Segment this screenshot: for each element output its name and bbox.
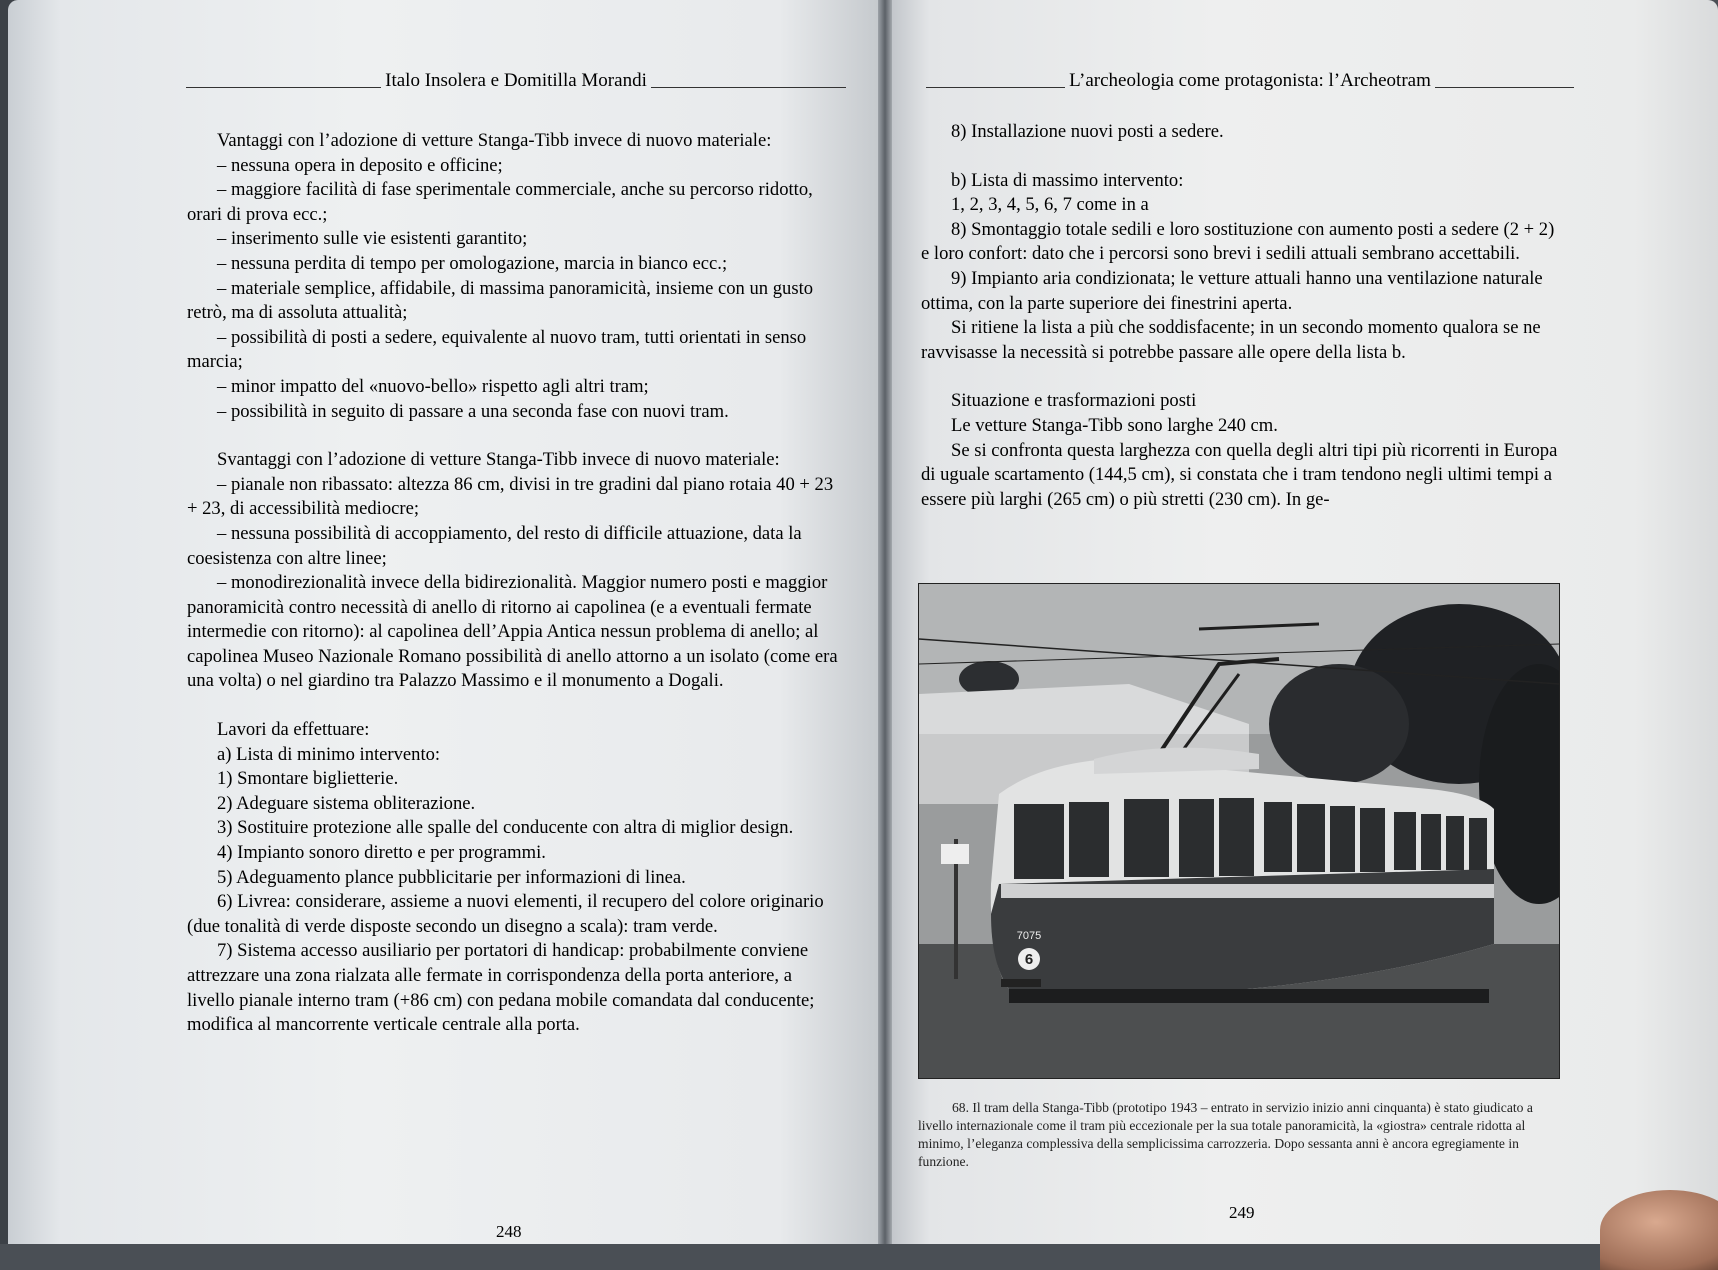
body-paragraph: 9) Impianto aria condizionata; le vetture attuali hanno una ventilazione naturale ottima, con la parte superiore dei finestrini aperta.	[921, 267, 1543, 314]
running-head-rule	[186, 87, 381, 88]
tram-photo-illustration	[919, 584, 1559, 1078]
paragraph-spacer	[187, 424, 841, 448]
running-head-rule	[926, 87, 1065, 88]
reader-thumb	[1600, 1190, 1718, 1270]
left-page-number: 248	[496, 1222, 522, 1241]
body-paragraph: Se si confronta questa larghezza con quella degli altri tipi più ricorrenti in Europa di uguale scartamento (144,5 cm), si constata che i tram tendono negli ultimi tempi a essere più larghi (265 cm) o più stretti (230 cm). In ge-	[921, 439, 1558, 510]
paragraph-spacer	[921, 365, 1565, 389]
body-paragraph: – possibilità in seguito di passare a una seconda fase con nuovi tram.	[217, 400, 729, 422]
body-paragraph: – possibilità di posti a sedere, equivalente al nuovo tram, tutti orientati in senso marcia;	[187, 326, 807, 373]
body-paragraph: Situazione e trasformazioni posti	[951, 390, 1197, 412]
body-paragraph: – maggiore facilità di fase sperimentale commerciale, anche su percorso ridotto, orari di prova ecc.;	[187, 179, 813, 225]
body-paragraph: – nessuna perdita di tempo per omologazione, marcia in bianco ecc.;	[217, 252, 728, 274]
body-paragraph: – nessuna opera in deposito e officine;	[217, 154, 503, 176]
right-page-number: 249	[1229, 1203, 1255, 1222]
body-paragraph: 7) Sistema accesso ausiliario per portatori di handicap: probabilmente conviene attrezzare una zona rialzata alle fermate in corrispondenza della porta anteriore, a livello pianale interno tram (+86 cm) con pedana mobile comandata dal conducente; modifica al mancorrente verticale centrale alla porta.	[187, 940, 815, 1036]
body-paragraph: – nessuna possibilità di accoppiamento, del resto di difficile attuazione, data la coesistenza con altre linee;	[187, 522, 802, 569]
right-running-head-text: L’archeologia come protagonista: l’Archeotram	[1069, 70, 1431, 91]
book-gutter	[878, 0, 892, 1244]
right-running-head	[926, 60, 1574, 92]
paragraph-spacer	[187, 694, 841, 718]
running-head-rule	[1435, 87, 1574, 88]
tram-photograph	[918, 583, 1560, 1079]
body-paragraph: 5) Adeguamento plance pubblicitarie per informazioni di linea.	[217, 866, 686, 888]
body-paragraph: 6) Livrea: considerare, assieme a nuovi elementi, il recupero del colore originario (due tonalità di verde disposte secondo un disegno a scala): tram verde.	[187, 891, 824, 937]
right-body-text	[921, 120, 1565, 512]
body-paragraph: 1, 2, 3, 4, 5, 6, 7 come in a	[951, 194, 1149, 216]
body-paragraph: 8) Installazione nuovi posti a sedere.	[951, 121, 1224, 142]
left-body-text	[187, 129, 841, 1038]
body-paragraph: Svantaggi con l’adozione di vetture Stanga-Tibb invece di nuovo materiale:	[217, 449, 780, 471]
body-paragraph: – materiale semplice, affidabile, di massima panoramicità, insieme con un gusto retrò, ma di assoluta attualità;	[187, 277, 814, 324]
body-paragraph: 1) Smontare biglietterie.	[217, 768, 399, 790]
tram-fleet-number: 7075	[1016, 930, 1042, 942]
body-paragraph: Lavori da effettuare:	[217, 719, 370, 741]
body-paragraph: Vantaggi con l’adozione di vetture Stanga-Tibb invece di nuovo materiale:	[217, 130, 772, 151]
body-paragraph: b) Lista di massimo intervento:	[951, 169, 1184, 191]
running-head-rule	[651, 87, 846, 88]
body-paragraph: Si ritiene la lista a più che soddisfacente; in un secondo momento qualora se ne ravvisasse la necessità si potrebbe passare alle opere della lista b.	[921, 317, 1541, 363]
body-paragraph: a) Lista di minimo intervento:	[217, 743, 441, 765]
body-paragraph: – inserimento sulle vie esistenti garantito;	[217, 228, 528, 250]
body-paragraph: 4) Impianto sonoro diretto e per programmi.	[217, 842, 546, 864]
body-paragraph: Le vetture Stanga-Tibb sono larghe 240 cm.	[951, 414, 1278, 436]
body-paragraph: 2) Adeguare sistema obliterazione.	[217, 792, 476, 814]
left-running-head	[186, 60, 846, 92]
body-paragraph: 8) Smontaggio totale sedili e loro sostituzione con aumento posti a sedere (2 + 2) e loro confort: dato che i percorsi sono brevi i sedili attuali sembrano accettabili.	[921, 218, 1555, 265]
body-paragraph: – minor impatto del «nuovo-bello» rispetto agli altri tram;	[217, 375, 649, 397]
paragraph-spacer	[921, 145, 1565, 169]
body-paragraph: – monodirezionalità invece della bidirezionalità. Maggior numero posti e maggior panoramicità contro necessità di anello di ritorno ai capolinea (e a eventuali fermate intermedie con ritorno): al capolinea dell’Appia Antica nessun problema di anello; al capolinea Museo Nazionale Romano possibilità di anello attorno a un isolato (come era una volta) o nel giardino tra Palazzo Massimo e il monumento a Dogali.	[187, 572, 838, 692]
body-paragraph: – pianale non ribassato: altezza 86 cm, divisi in tre gradini dal piano rotaia 40 + 23 + 23, di accessibilità mediocre;	[187, 473, 834, 520]
figure-caption: 68. Il tram della Stanga-Tibb (prototipo 1943 – entrato in servizio inizio anni cinquanta) è stato giudicato a livello internazionale come il tram più eccezionale per la sua totale panoramicità, la «giostra» centrale ridotta al minimo, l’eleganza complessiva della semplicissima carrozzeria. Dopo sessanta anni è ancora egregiamente in funzione.	[918, 1099, 1533, 1169]
tram-line-number: 6	[1024, 951, 1034, 968]
left-running-head-text: Italo Insolera e Domitilla Morandi	[385, 70, 647, 91]
body-paragraph: 3) Sostituire protezione alle spalle del conducente con altra di miglior design.	[217, 817, 794, 839]
